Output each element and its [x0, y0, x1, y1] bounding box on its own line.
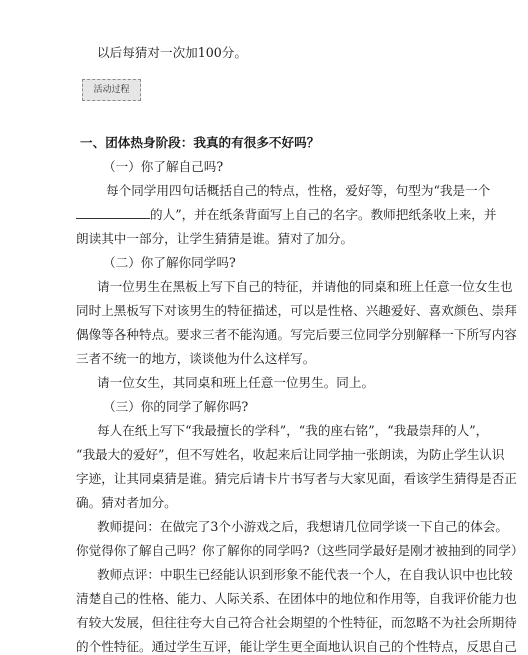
- teacher-question-line: 教师提问：在做完了3个小游戏之后，我想请几位同学谈一下自己的体会。: [97, 519, 509, 534]
- sub3-paragraph-line: 确。猜对者加分。: [76, 495, 177, 510]
- sub2-paragraph-line: 同时上黑板写下对该男生的特征描述，可以是性格、兴趣爱好、喜欢颜色、崇拜: [76, 303, 517, 318]
- sub2-paragraph-line: 请一位男生在黑板上写下自己的特征，并请他的同桌和班上任意一位女生也: [97, 279, 513, 294]
- teacher-comment-line: 清楚自己的性格、能力、人际关系、在团体中的地位和作用等，自我评价能力也: [76, 591, 517, 606]
- sub1-paragraph-line: 朗读其中一部分，让学生猜猜是谁。猜对了加分。: [76, 231, 354, 246]
- sub1-paragraph-line: 每个同学用四句话概括自己的特点，性格，爱好等，句型为“我是一个: [106, 183, 491, 198]
- sub1-paragraph-line: [76, 207, 496, 223]
- sub3-paragraph-line: 字迹，让其同桌猜是谁。猜完后请卡片书写者与大家见面，看该学生猜得是否正: [76, 471, 517, 486]
- sub2-title: （二）你了解你同学吗?: [103, 255, 236, 270]
- sub3-title: （三）你的同学了解你吗?: [103, 399, 249, 414]
- sub3-paragraph-line: 每人在纸上写下“我最擅长的学科”，“我的座右铭”，“我最崇拜的人”，: [97, 423, 489, 438]
- sub2-paragraph-line: 偶像等各种特点。要求三者不能沟通。写完后要三位同学分别解释一下所写内容: [76, 327, 517, 342]
- sub3-paragraph-line: “我最大的爱好”，但不写姓名，收起来后让同学抽一张朗读，为防止学生认识: [76, 447, 505, 462]
- section1-heading: 一、团体热身阶段：我真的有很多不好吗？: [80, 135, 320, 150]
- fill-in-blank: [76, 208, 150, 219]
- sub2-paragraph-line: 请一位女生，其同桌和班上任意一位男生。同上。: [97, 375, 375, 390]
- intro-line: 以后每猜对一次加100分。: [97, 45, 247, 60]
- sub1-paragraph-text: 的人”，并在纸条背面写上自己的名字。教师把纸条收上来，并: [150, 207, 497, 222]
- teacher-question-line: 你觉得你了解自己吗？你了解你的同学吗?（这些同学最好是刚才被抽到的同学）: [76, 543, 524, 558]
- teacher-comment-line: 的个性特征。通过学生互评，能让学生更全面地认识自己的个性特点，反思自己: [76, 639, 517, 654]
- teacher-comment-line: 有较大发展，但往往夸大自己符合社会期望的个性特征，而忽略不为社会所期待: [76, 615, 517, 630]
- sub2-paragraph-line: 三者不统一的地方，谈谈他为什么这样写。: [76, 351, 316, 366]
- sub1-title: （一）你了解自己吗?: [103, 159, 224, 174]
- teacher-comment-line: 教师点评：中职生已经能认识到形象不能代表一个人，在自我认识中也比较: [97, 567, 513, 582]
- activity-label-box: 活动过程: [82, 79, 141, 101]
